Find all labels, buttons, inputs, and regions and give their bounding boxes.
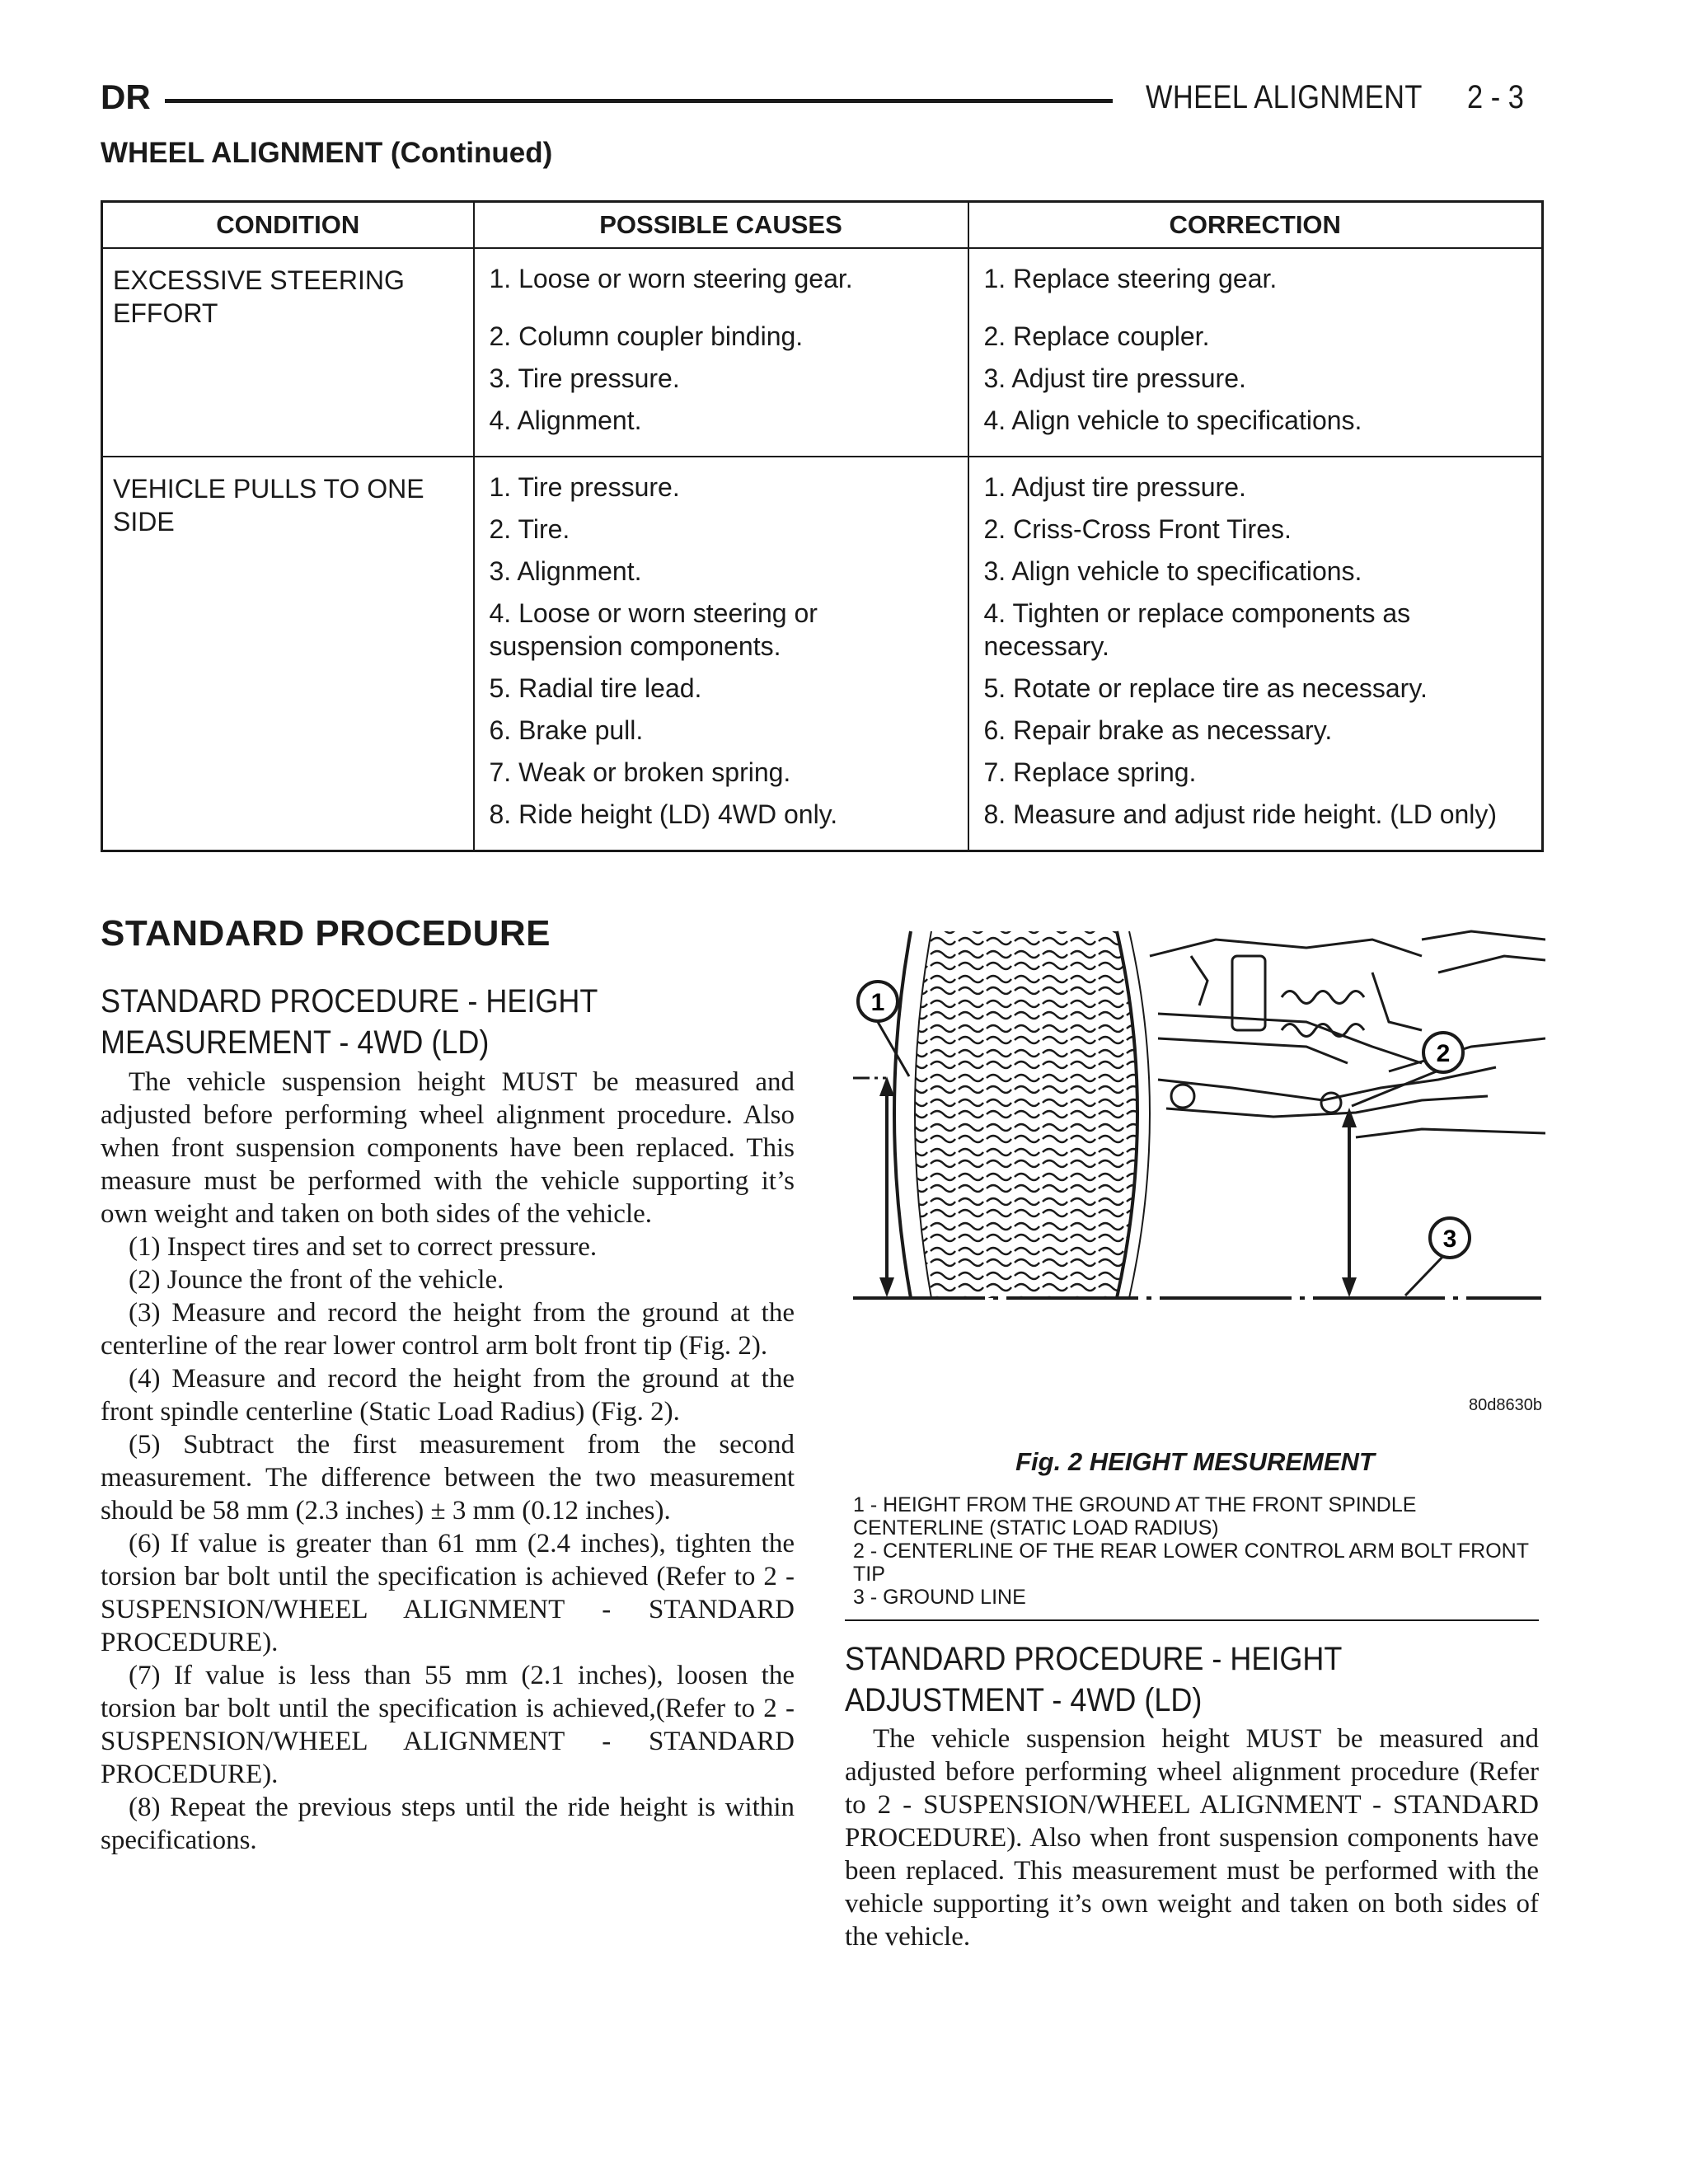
paragraph: The vehicle suspension height MUST be measured and adjusted before performing wheel alignment procedure. Also when front suspension components have been replaced. This measure must be performed with the vehicle supporting it’s own weight and taken on both sides of the vehicle. (101, 1067, 795, 1229)
table-row (102, 248, 1543, 457)
dimension-arrow-control-arm (1342, 1108, 1357, 1297)
figure-code: 80d8630b (1469, 1396, 1542, 1414)
heading-line: ADJUSTMENT - 4WD (LD) (845, 1682, 1203, 1718)
step: (4) Measure and record the height from the ground at the front spindle centerline (Static Load Radius) (Fig. 2). (101, 1364, 795, 1427)
step: (2) Jounce the front of the vehicle. (129, 1265, 504, 1295)
legend-item: 2 - CENTERLINE OF THE REAR LOWER CONTROL ARM BOLT FRONT TIP (853, 1540, 1529, 1586)
cause-item: 4. Loose or worn steering or suspension components. (489, 598, 818, 661)
condition-cell: VEHICLE PULLS TO ONE SIDE (102, 457, 474, 851)
table-row (102, 457, 1543, 851)
cause-item: 2. Tire. (489, 514, 570, 544)
correction-item: 1. Adjust tire pressure. (983, 472, 1246, 502)
height-measurement-heading (101, 981, 598, 1063)
diagnosis-table (101, 200, 1544, 852)
figure-legend (853, 1493, 1545, 1609)
callout-2 (1423, 1033, 1463, 1072)
suspension-illustration (845, 923, 1545, 1310)
standard-procedure-heading: STANDARD PROCEDURE (101, 913, 551, 954)
tire-drawing (894, 931, 1150, 1298)
cause-item: 2. Column coupler binding. (489, 321, 804, 351)
heading-line: STANDARD PROCEDURE - HEIGHT (845, 1641, 1343, 1677)
legend-item: 3 - GROUND LINE (853, 1586, 1026, 1609)
causes-cell (474, 248, 968, 457)
causes-cell (474, 457, 968, 851)
cause-item: 3. Alignment. (489, 556, 642, 586)
correction-item: 8. Measure and adjust ride height. (LD only) (983, 799, 1498, 829)
corrections-cell (968, 248, 1543, 457)
height-measurement-figure (845, 923, 1545, 1310)
legend-item: 1 - HEIGHT FROM THE GROUND AT THE FRONT SPINDLE CENTERLINE (STATIC LOAD RADIUS) (853, 1493, 1417, 1540)
correction-item: 2. Criss-Cross Front Tires. (983, 514, 1292, 544)
callout-3 (1430, 1218, 1470, 1258)
cause-item: 1. Tire pressure. (489, 472, 680, 502)
step: (3) Measure and record the height from the ground at the centerline of the rear lower control arm bolt front tip (Fig. 2). (101, 1298, 795, 1361)
header-rule (165, 99, 1113, 103)
chapter-title: WHEEL ALIGNMENT (1146, 79, 1423, 115)
cause-item: 6. Brake pull. (489, 715, 644, 745)
step: (5) Subtract the first measurement from the second measurement. The difference between the two measurement should be 58 mm (2.3 inches) ± 3 mm (0.12 inches). (101, 1430, 795, 1526)
suspension-drawing (1150, 931, 1545, 1137)
column-header-correction: CORRECTION (968, 202, 1543, 249)
step: (7) If value is less than 55 mm (2.1 inches), loosen the torsion bar bolt until the specification is achieved,(Refer to 2 - SUSPENSION/WHEEL ALIGNMENT - STANDARD PROCEDURE). (101, 1661, 795, 1789)
column-header-condition: CONDITION (102, 202, 474, 249)
page-number: 2 - 3 (1467, 79, 1524, 115)
paragraph: The vehicle suspension height MUST be measured and adjusted before performing wheel alignment procedure (Refer to 2 - SUSPENSION/WHEEL ALIGNMENT - STANDARD PROCEDURE). Also when front suspension components have been replaced. This measurement must be performed with the vehicle supporting it’s own weight and taken on both sides of the vehicle. (845, 1724, 1539, 1952)
cause-item: 7. Weak or broken spring. (489, 757, 791, 787)
correction-item: 6. Repair brake as necessary. (983, 715, 1333, 745)
correction-item: 3. Adjust tire pressure. (983, 363, 1246, 393)
callout-label: 2 (1436, 1040, 1451, 1067)
correction-item: 2. Replace coupler. (983, 321, 1210, 351)
page-title: WHEEL ALIGNMENT (Continued) (101, 137, 553, 169)
figure-divider (845, 1619, 1539, 1621)
step: (1) Inspect tires and set to correct pressure. (129, 1232, 598, 1262)
corrections-cell (968, 457, 1543, 851)
correction-item: 5. Rotate or replace tire as necessary. (983, 673, 1428, 703)
correction-item: 1. Replace steering gear. (983, 264, 1278, 293)
correction-item: 7. Replace spring. (983, 757, 1197, 787)
table-header-row (102, 202, 1543, 249)
cause-item: 4. Alignment. (489, 405, 642, 435)
correction-item: 4. Tighten or replace components as necessary. (983, 598, 1411, 661)
condition-cell: EXCESSIVE STEERING EFFORT (102, 248, 474, 457)
callout-1 (858, 982, 898, 1021)
cause-item: 1. Loose or worn steering gear. (489, 264, 853, 293)
callout-label: 1 (870, 989, 885, 1016)
cause-item: 8. Ride height (LD) 4WD only. (489, 799, 838, 829)
callout-label: 3 (1442, 1226, 1457, 1253)
step: (8) Repeat the previous steps until the ride height is within specifications. (101, 1793, 795, 1855)
cause-item: 3. Tire pressure. (489, 363, 680, 393)
height-adjustment-heading (845, 1638, 1342, 1721)
figure-title: Fig. 2 HEIGHT MESUREMENT (1015, 1447, 1375, 1476)
step: (6) If value is greater than 61 mm (2.4 inches), tighten the torsion bar bolt until the specification is achieved (Refer to 2 - SUSPENSION/WHEEL ALIGNMENT - STANDARD PROCEDURE). (101, 1529, 795, 1657)
cause-item: 5. Radial tire lead. (489, 673, 702, 703)
height-adjustment-body (845, 1722, 1539, 1953)
height-measurement-body (101, 1066, 795, 1857)
correction-item: 4. Align vehicle to specifications. (983, 405, 1362, 435)
section-code: DR (101, 77, 151, 116)
dimension-arrow-spindle (879, 1076, 894, 1297)
heading-line: STANDARD PROCEDURE - HEIGHT (101, 983, 598, 1019)
correction-item: 3. Align vehicle to specifications. (983, 556, 1362, 586)
heading-line: MEASUREMENT - 4WD (LD) (101, 1024, 490, 1061)
column-header-causes: POSSIBLE CAUSES (474, 202, 968, 249)
